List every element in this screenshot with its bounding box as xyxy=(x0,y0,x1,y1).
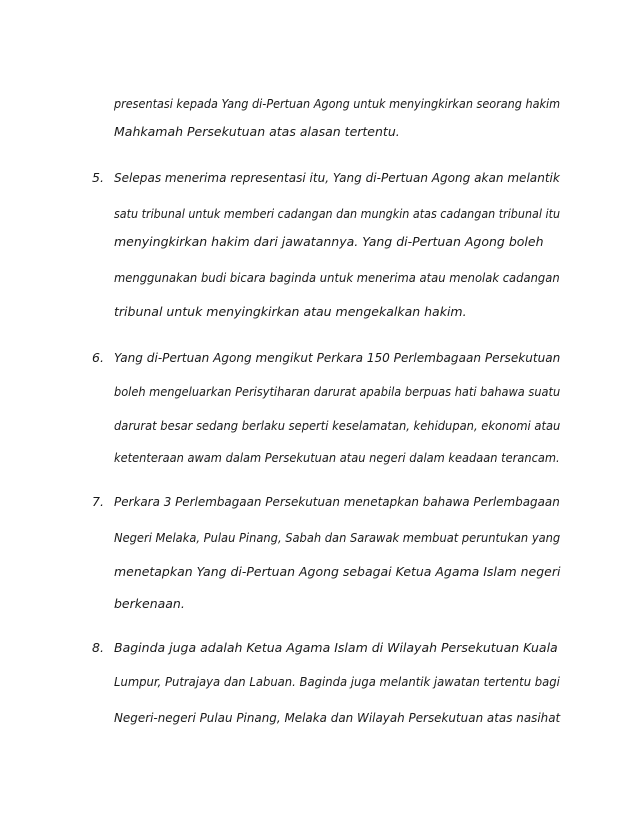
text-line: menggunakan budi bicara baginda untuk menerima atau menolak cadangan xyxy=(114,270,560,285)
text-line: menetapkan Yang di-Pertuan Agong sebagai Ketua Agama Islam negeri xyxy=(114,564,561,579)
text-line: boleh mengeluarkan Perisytiharan darurat apabila berpuas hati bahawa suatu xyxy=(114,384,561,399)
list-item-number: 5. xyxy=(92,170,104,185)
text-line: Baginda juga adalah Ketua Agama Islam di Wilayah Persekutuan Kuala xyxy=(114,640,558,655)
text-line: berkenaan. xyxy=(114,596,185,611)
text-line: darurat besar sedang berlaku seperti keselamatan, kehidupan, ekonomi atau xyxy=(114,418,561,433)
list-item-number: 7. xyxy=(92,494,104,509)
text-line: Lumpur, Putrajaya dan Labuan. Baginda juga melantik jawatan tertentu bagi xyxy=(114,674,560,689)
text-line: Yang di-Pertuan Agong mengikut Perkara 150 Perlembagaan Persekutuan xyxy=(114,350,561,365)
list-item-number: 6. xyxy=(92,350,104,365)
list-item-number: 8. xyxy=(92,640,104,655)
text-line: Selepas menerima representasi itu, Yang di-Pertuan Agong akan melantik xyxy=(114,170,560,185)
text-line: menyingkirkan hakim dari jawatannya. Yang di-Pertuan Agong boleh xyxy=(114,234,544,249)
text-line: ketenteraan awam dalam Persekutuan atau negeri dalam keadaan terancam. xyxy=(114,450,560,465)
text-line: presentasi kepada Yang di-Pertuan Agong untuk menyingkirkan seorang hakim xyxy=(114,96,561,111)
text-line: Perkara 3 Perlembagaan Persekutuan menetapkan bahawa Perlembagaan xyxy=(114,494,560,509)
text-line: Negeri-negeri Pulau Pinang, Melaka dan Wilayah Persekutuan atas nasihat xyxy=(114,710,561,725)
text-line: satu tribunal untuk memberi cadangan dan mungkin atas cadangan tribunal itu xyxy=(114,206,561,221)
text-line: Negeri Melaka, Pulau Pinang, Sabah dan Sarawak membuat peruntukan yang xyxy=(114,530,561,545)
text-line: Mahkamah Persekutuan atas alasan tertentu. xyxy=(114,124,400,139)
text-line: tribunal untuk menyingkirkan atau mengekalkan hakim. xyxy=(114,304,467,319)
